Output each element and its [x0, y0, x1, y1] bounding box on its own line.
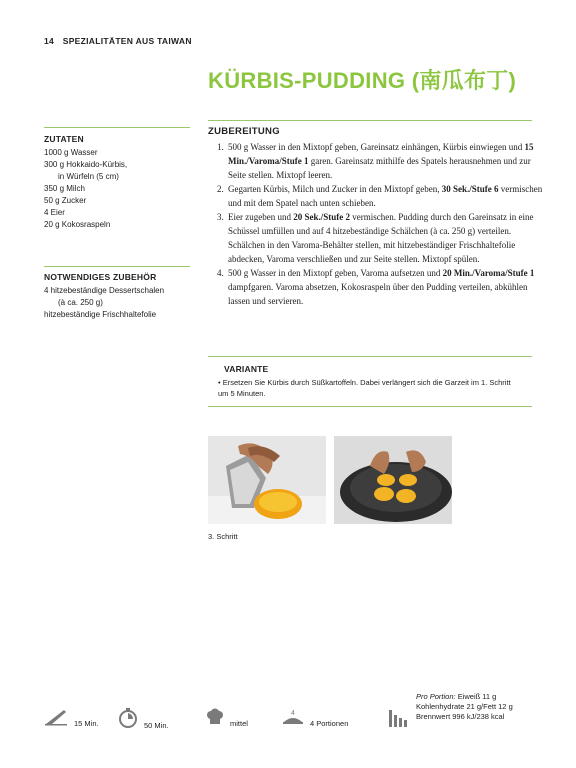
section-title: SPEZIALITÄTEN AUS TAIWAN [62, 36, 192, 46]
footer-portions [282, 708, 348, 728]
stopwatch-icon [118, 708, 138, 730]
step-photo-puddings [334, 436, 452, 524]
svg-text:4: 4 [291, 710, 295, 717]
nutrition-info [416, 692, 513, 722]
recipe-title: KÜRBIS-PUDDING (南瓜布丁) [208, 68, 517, 93]
ingredient-item: 20 g Kokosraspeln [44, 220, 111, 229]
nutrition-energy: Brennwert 996 kJ/238 kcal [416, 712, 505, 721]
chef-hat-icon [206, 708, 224, 728]
ingredients-list [44, 147, 194, 231]
preparation-heading: ZUBEREITUNG [208, 126, 280, 137]
ingredient-item: 300 g Hokkaido-Kürbis, [44, 160, 128, 169]
total-time-label: 50 Min. [144, 721, 169, 730]
bar-chart-icon [388, 708, 410, 730]
equipment-item: 4 hitzebeständige Dessertschalen [44, 286, 165, 295]
variant-bottom-rule [208, 406, 532, 407]
difficulty-label: mittel [230, 719, 248, 728]
nutrition-label: Pro Portion: [416, 692, 456, 701]
nutrition-carbs-fat: Kohlenhydrate 21 g/Fett 12 g [416, 702, 513, 711]
ingredients-heading: ZUTATEN [44, 134, 84, 144]
ingredients-rule [44, 127, 190, 128]
knife-icon [44, 708, 68, 728]
ingredient-item: 4 Eier [44, 208, 65, 217]
variant-top-rule [208, 356, 532, 357]
equipment-item: (à ca. 250 g) [58, 298, 103, 307]
step-item: 1. 500 g Wasser in den Mixtopf geben, Gareinsatz einhängen, Kürbis einwiegen und 15 Min./Varoma/Stufe 1 garen. Gareinsatz mithilfe des Spatels herausnehmen und zur Seite stellen. Mixtopf leeren. [226, 140, 546, 182]
step-item: 4. 500 g Wasser in den Mixtopf geben, Varoma aufsetzen und 20 Min./Varoma/Stufe 1 dampfgaren. Varoma absetzen, Kokosraspeln über den Pudding verteilen, abkühlen lassen und servieren. [226, 266, 546, 308]
footer-nutrition-icon [388, 708, 410, 730]
footer-difficulty [206, 708, 248, 728]
ingredient-item: in Würfeln (5 cm) [58, 172, 119, 181]
step-item: 3. Eier zugeben und 20 Sek./Stufe 2 vermischen. Pudding durch den Gareinsatz in eine Schüssel umfüllen und auf 4 hitzebeständige Schälchen (à ca. 250 g) verteilen. Schälchen in den Varoma-Behälter stellen, mit hitzebeständiger Frischhaltefolie abdecken, Varoma verschließen und zur Seite stellen. Mixtopf spülen. [226, 210, 546, 266]
page-number: 14 [44, 36, 55, 46]
variant-text: • Ersetzen Sie Kürbis durch Süßkartoffeln. Dabei verlängert sich die Garzeit im 1. Schritt um 5 Minuten. [218, 378, 511, 398]
portions-label: 4 Portionen [310, 719, 349, 728]
nutrition-protein: Eiweiß 11 g [457, 692, 497, 701]
equipment-heading: NOTWENDIGES ZUBEHÖR [44, 272, 157, 282]
ingredient-item: 50 g Zucker [44, 196, 87, 205]
preparation-rule [208, 120, 532, 121]
footer-total-time [118, 708, 169, 730]
page-header [44, 36, 192, 46]
equipment-list [44, 285, 194, 321]
equipment-item: hitzebeständige Frischhaltefolie [44, 310, 157, 319]
serving-plate-icon [282, 708, 304, 728]
ingredient-item: 350 g Milch [44, 184, 85, 193]
step-item: 2. Gegarten Kürbis, Milch und Zucker in den Mixtopf geben, 30 Sek./Stufe 6 vermischen und mit dem Spatel nach unten schieben. [226, 182, 546, 210]
variant-heading: VARIANTE [224, 364, 269, 374]
footer-prep-time [44, 708, 99, 728]
ingredient-item: 1000 g Wasser [44, 148, 98, 157]
equipment-rule [44, 266, 190, 267]
prep-time-label: 15 Min. [74, 719, 99, 728]
step-photo-blending [208, 436, 326, 524]
photo-caption: 3. Schritt [208, 532, 238, 541]
preparation-steps [208, 140, 546, 308]
